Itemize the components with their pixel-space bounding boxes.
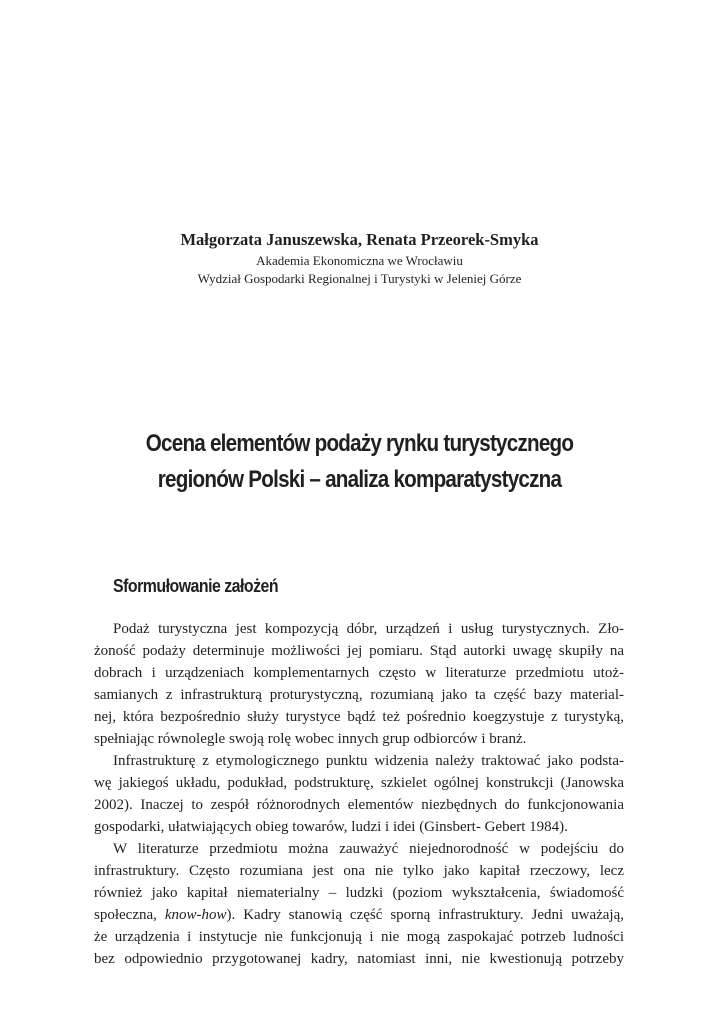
- body-line: Infrastrukturę z etymologicznego punktu widzenia należy traktować jako podsta-: [113, 753, 624, 769]
- body-text-segment: ). Kadry stanowią część sporną infrastruktury. Jedni uważają,: [226, 907, 624, 923]
- body-line: gospodarki, ułatwiających obieg towarów, ludzi i idei (Ginsbert- Gebert 1984).: [94, 819, 568, 835]
- paper-title: [102, 426, 617, 498]
- body-line: że urządzenia i instytucje nie funkcjonują i nie mogą zaspokajać potrzeb ludności: [94, 929, 624, 945]
- section-heading: Sformułowanie założeń: [113, 575, 279, 596]
- body-line: nej, która bezpośrednio służy turystyce bądź też pośrednio koegzystuje z turystyką,: [94, 709, 624, 725]
- affiliation-university: Akademia Ekonomiczna we Wrocławiu: [256, 253, 463, 268]
- affiliation-faculty: Wydział Gospodarki Regionalnej i Turystyki w Jeleniej Górze: [197, 271, 522, 286]
- body-text: [94, 618, 624, 970]
- paper-title-line-1: Ocena elementów podaży rynku turystycznego: [145, 430, 574, 457]
- body-text-segment: społeczna,: [94, 907, 165, 923]
- body-text-italic: know-how: [164, 907, 227, 923]
- body-line-mixed: [94, 904, 624, 926]
- body-line: spełniając równolegle swoją rolę wobec innych grup odbiorców i branż.: [94, 731, 527, 747]
- body-line: Podaż turystyczna jest kompozycją dóbr, urządzeń i usług turystycznych. Zło-: [113, 621, 624, 637]
- body-line: również jako kapitał niematerialny – ludzki (poziom wykształcenia, świadomość: [94, 885, 624, 901]
- body-line: infrastruktury. Często rozumiana jest ona nie tylko jako kapitał rzeczowy, lecz: [94, 863, 624, 879]
- authors: Małgorzata Januszewska, Renata Przeorek-Smyka: [180, 230, 539, 249]
- paper-title-line-2: regionów Polski – analiza komparatystyczna: [157, 466, 562, 493]
- body-line: dobrach i urządzeniach komplementarnych często w literaturze przedmiotu utoż-: [94, 665, 624, 681]
- body-line: wę jakiegoś układu, podukład, podstrukturę, szkielet ogólnej konstrukcji (Janowska: [94, 775, 624, 791]
- body-line: żoność podaży determinuje możliwości jej pomiaru. Stąd autorki uwagę skupiły na: [94, 643, 624, 659]
- body-line: bez odpowiednio przygotowanej kadry, natomiast inni, nie kwestionują potrzeby: [94, 951, 624, 967]
- body-line: 2002). Inaczej to zespół różnorodnych elementów niezbędnych do funkcjonowania: [94, 797, 624, 813]
- body-line: samianych z infrastrukturą proturystyczną, rozumianą jako ta część bazy material-: [94, 687, 624, 703]
- body-line: W literaturze przedmiotu można zauważyć niejednorodność w podejściu do: [113, 841, 624, 857]
